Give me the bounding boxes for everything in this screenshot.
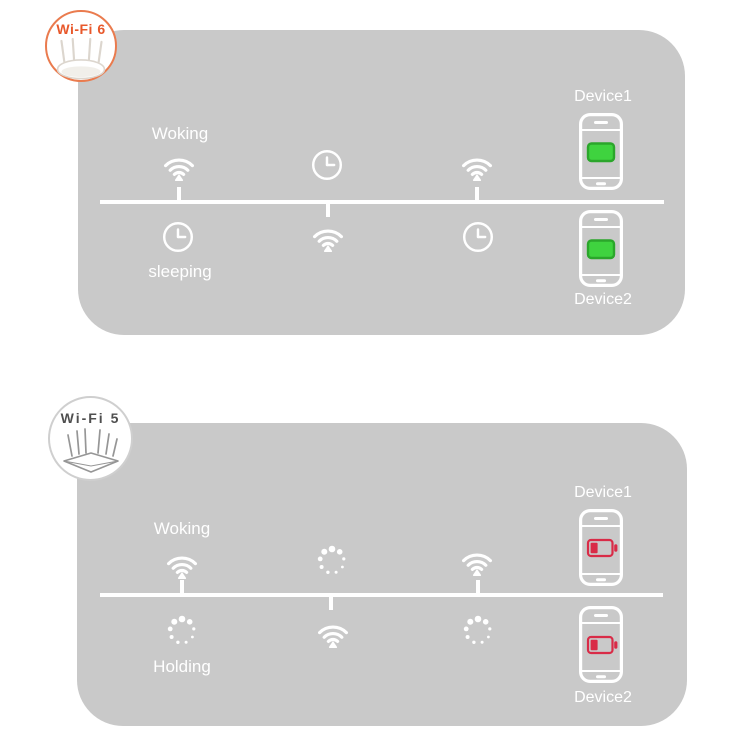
- spinner-icon: [460, 613, 496, 649]
- wifi6-badge: [45, 10, 117, 82]
- wifi5-router-icon: [60, 426, 122, 474]
- wifi5-timeline-tick-2: [329, 597, 333, 610]
- wifi-icon: [306, 220, 350, 254]
- clock-icon: [161, 220, 195, 254]
- wifi-icon: [311, 616, 355, 650]
- wifi6-working-label: Woking: [151, 124, 209, 143]
- wifi-icon: [157, 149, 201, 183]
- wifi-icon: [160, 547, 204, 581]
- wifi5-badge: [48, 396, 133, 481]
- phone-full-battery-icon: [579, 113, 623, 190]
- phone-low-battery-icon: [579, 509, 623, 586]
- wifi6-device2-label: Device2: [574, 291, 632, 308]
- wifi5-badge-label: Wi-Fi 5: [60, 410, 121, 426]
- wifi5-working-label: Woking: [153, 519, 211, 538]
- wifi6-timeline-tick-2: [326, 204, 330, 217]
- wifi5-timeline-tick-1: [180, 580, 184, 593]
- phone-full-battery-icon: [579, 210, 623, 287]
- phone-low-battery-icon: [579, 606, 623, 683]
- wifi6-timeline-tick-3: [475, 187, 479, 200]
- wifi-icon: [455, 149, 499, 183]
- wifi5-device1-label: Device1: [574, 484, 632, 501]
- wifi5-device2-label: Device2: [574, 689, 632, 706]
- wifi6-device1-label: Device1: [574, 88, 632, 105]
- spinner-icon: [164, 613, 200, 649]
- wifi6-timeline: [100, 200, 664, 204]
- wifi5-timeline-tick-3: [476, 580, 480, 593]
- clock-icon: [461, 220, 495, 254]
- wifi6-badge-label: Wi-Fi 6: [56, 21, 106, 37]
- spinner-icon: [314, 543, 350, 579]
- wifi6-router-icon: [54, 37, 108, 80]
- wifi6-sleeping-label: sleeping: [148, 262, 212, 281]
- clock-icon: [310, 148, 344, 182]
- wifi5-holding-label: Holding: [153, 657, 211, 676]
- wifi6-timeline-tick-1: [177, 187, 181, 200]
- wifi5-timeline: [100, 593, 663, 597]
- wifi-icon: [455, 544, 499, 578]
